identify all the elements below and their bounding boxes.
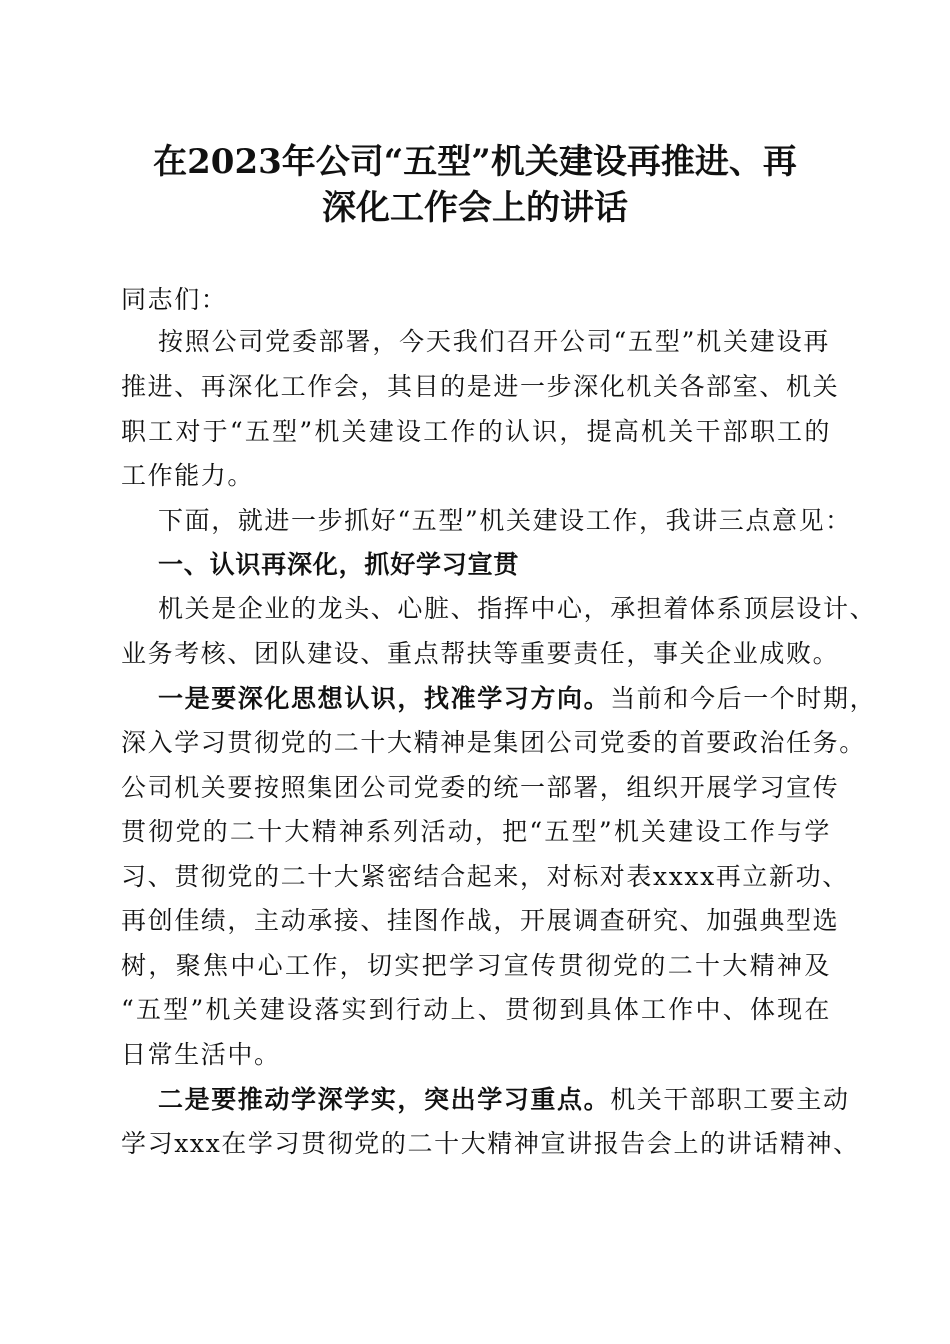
paragraph-4-first-rest: 当前和今后一个时期， xyxy=(610,684,877,713)
paragraph-1-line-3: 职工对于“五型”机关建设工作的认识，提高机关干部职工的 xyxy=(121,417,831,446)
paragraph-5-line-1 xyxy=(158,1080,850,1120)
section-heading-1: 一、认识再深化，抓好学习宣贯 xyxy=(158,550,520,579)
paragraph-4-line-7: 树，聚焦中心工作，切实把学习宣传贯彻党的二十大精神及 xyxy=(121,951,831,980)
paragraph-4-line-1 xyxy=(158,679,877,719)
paragraph-4-line-5: 习、贯彻党的二十大紧密结合起来，对标对表xxxx再立新功、 xyxy=(121,862,849,891)
document-title-line-2: 深化工作会上的讲话 xyxy=(322,188,628,228)
paragraph-3-line-2: 业务考核、团队建设、重点帮扶等重要责任，事关企业成败。 xyxy=(121,639,840,668)
paragraph-1-line-2: 推进、再深化工作会，其目的是进一步深化机关各部室、机关 xyxy=(121,372,840,401)
paragraph-4-line-4: 贯彻党的二十大精神系列活动，把“五型”机关建设工作与学 xyxy=(121,817,831,846)
paragraph-4-line-3: 公司机关要按照集团公司党委的统一部署，组织开展学习宣传 xyxy=(121,773,840,802)
paragraph-4-line-2: 深入学习贯彻党的二十大精神是集团公司党委的首要政治任务。 xyxy=(121,728,866,757)
paragraph-4-line-8: “五型”机关建设落实到行动上、贯彻到具体工作中、体现在 xyxy=(121,995,831,1024)
paragraph-2: 下面，就进一步抓好“五型”机关建设工作，我讲三点意见： xyxy=(158,506,852,535)
paragraph-4-line-6: 再创佳绩，主动承接、挂图作战，开展调查研究、加强典型选 xyxy=(121,906,840,935)
paragraph-1-line-4: 工作能力。 xyxy=(121,461,255,490)
paragraph-4-lead: 一是要深化思想认识，找准学习方向。 xyxy=(158,684,611,713)
salutation: 同志们： xyxy=(121,285,228,314)
paragraph-5-lead: 二是要推动学深学实，突出学习重点。 xyxy=(158,1085,611,1114)
paragraph-5-line-2: 学习xxx在学习贯彻党的二十大精神宣讲报告会上的讲话精神、 xyxy=(121,1129,860,1158)
paragraph-1-line-1: 按照公司党委部署，今天我们召开公司“五型”机关建设再 xyxy=(158,327,830,356)
document-title-line-1: 在2023年公司“五型”机关建设再推进、再 xyxy=(153,142,797,182)
paragraph-3-line-1: 机关是企业的龙头、心脏、指挥中心，承担着体系顶层设计、 xyxy=(158,594,877,623)
paragraph-4-line-9: 日常生活中。 xyxy=(121,1040,281,1069)
paragraph-5-first-rest: 机关干部职工要主动 xyxy=(610,1085,850,1114)
